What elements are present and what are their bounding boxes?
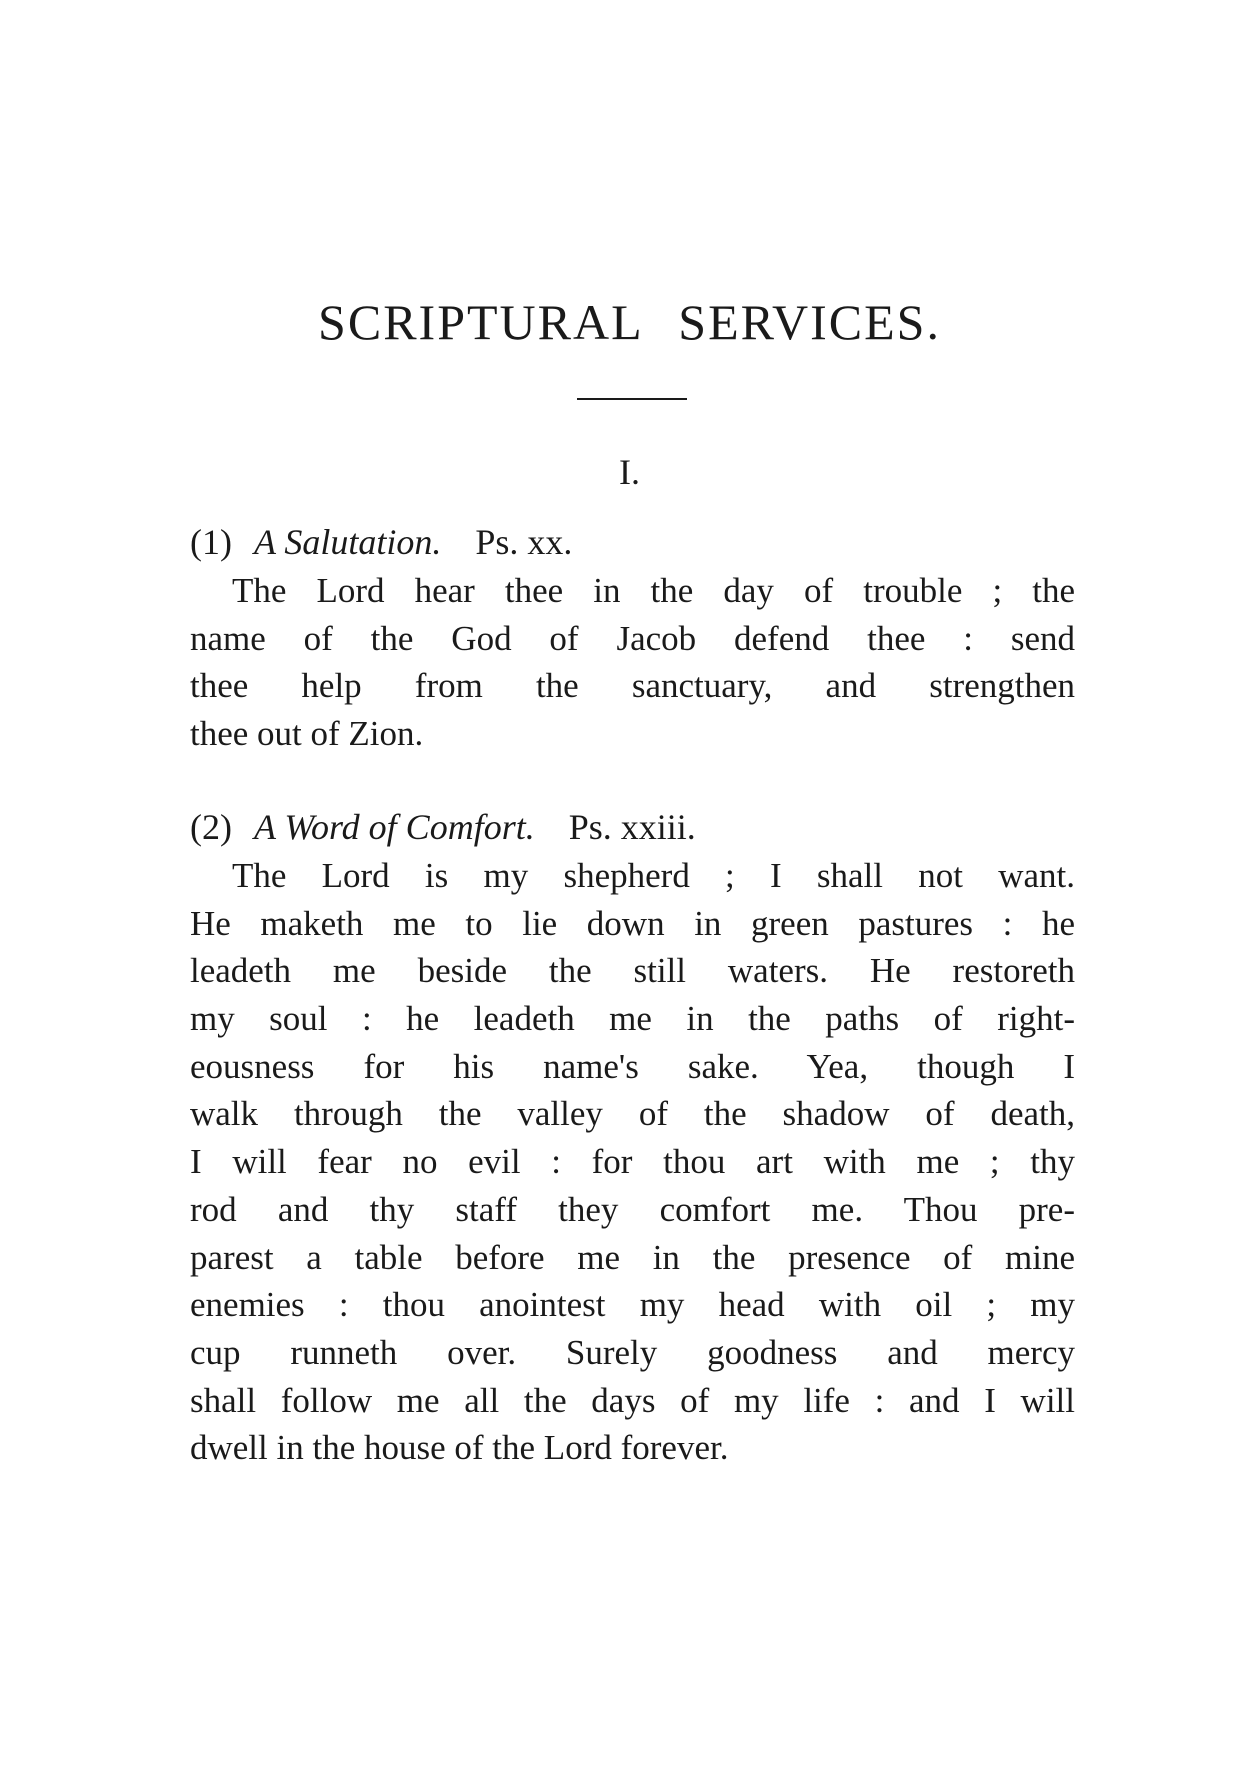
section-heading <box>190 520 1075 564</box>
text-line: thee help from the sanctuary, and strengthen <box>190 666 1075 706</box>
text-line: rod and thy staff they comfort me. Thou pre- <box>190 1189 1075 1229</box>
section-heading-reference: Ps. xx. <box>475 522 573 562</box>
section-body <box>190 852 1075 1472</box>
section-heading <box>190 805 1075 849</box>
text-line: my soul : he leadeth me in the paths of right- <box>190 999 1075 1039</box>
text-line: I will fear no evil : for thou art with me ; thy <box>190 1142 1075 1182</box>
text-line: leadeth me beside the still waters. He restoreth <box>190 951 1075 991</box>
text-line: The Lord hear thee in the day of trouble ; the <box>232 571 1075 610</box>
text-line: parest a table before me in the presence of mine <box>190 1237 1075 1277</box>
section-heading-label: A Salutation. <box>253 522 442 562</box>
text-line: name of the God of Jacob defend thee : send <box>190 618 1075 658</box>
text-line: cup runneth over. Surely goodness and mercy <box>190 1332 1075 1372</box>
section-word-of-comfort <box>190 805 1075 1472</box>
section-body <box>190 567 1075 758</box>
text-line: dwell in the house of the Lord forever. <box>190 1428 729 1468</box>
section-heading-label: A Word of Comfort. <box>253 807 535 847</box>
text-line: The Lord is my shepherd ; I shall not want. <box>232 856 1075 895</box>
text-line: shall follow me all the days of my life : and I will <box>190 1380 1075 1420</box>
section-heading-reference: Ps. xxiii. <box>568 807 696 847</box>
section-heading-number: (1) <box>190 522 232 562</box>
text-line: He maketh me to lie down in green pastures : he <box>190 903 1075 943</box>
text-line: eousness for his name's sake. Yea, though I <box>190 1046 1075 1086</box>
section-number: I. <box>619 452 640 492</box>
text-line: thee out of Zion. <box>190 714 424 754</box>
section-heading-number: (2) <box>190 807 232 847</box>
text-line: walk through the valley of the shadow of death, <box>190 1094 1075 1134</box>
section-salutation <box>190 520 1075 758</box>
page-title: SCRIPTURAL SERVICES. <box>318 294 941 350</box>
text-line: enemies : thou anointest my head with oil ; my <box>190 1285 1075 1325</box>
title-rule <box>577 398 687 400</box>
